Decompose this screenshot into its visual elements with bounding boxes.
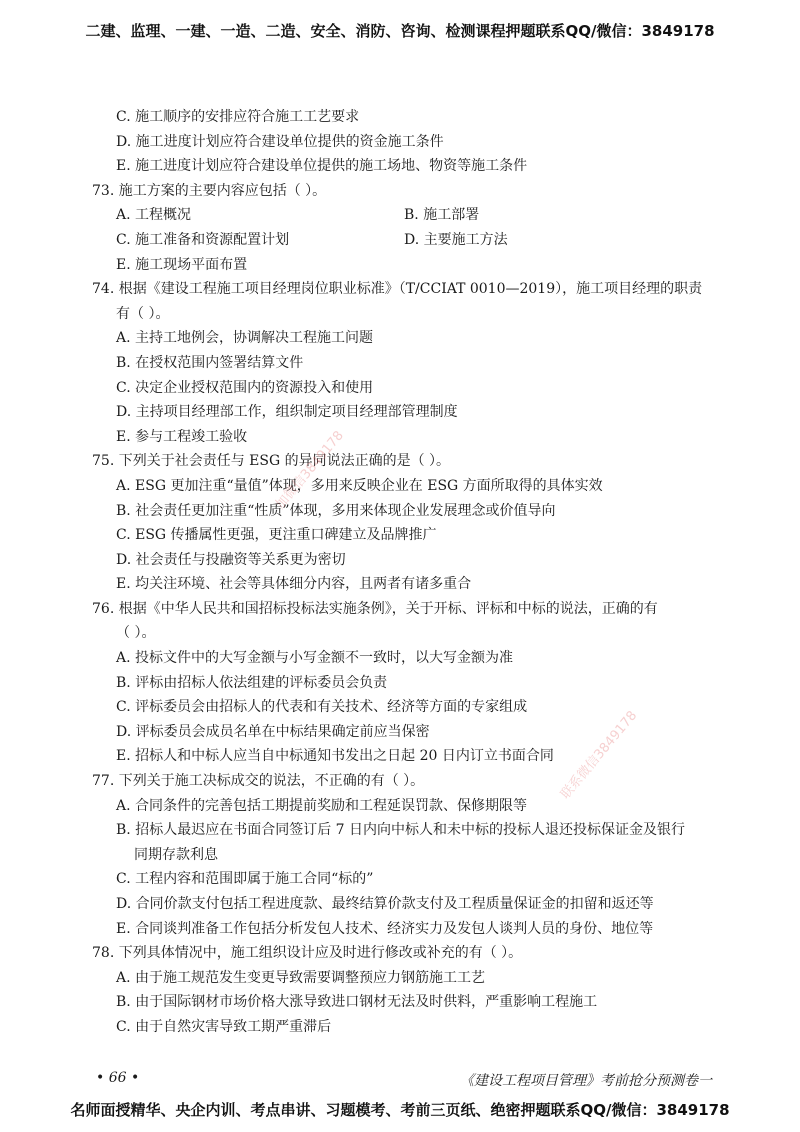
question-content bbox=[92, 105, 712, 1040]
question-stem: 75. 下列关于社会责任与 ESG 的异同说法正确的是（ ）。 bbox=[92, 453, 451, 470]
option-text: B. 招标人最迟应在书面合同签订后 7 日内向中标人和未中标的投标人退还投标保证金及银行 bbox=[116, 822, 685, 839]
option-text: D. 合同价款支付包括工程进度款、最终结算价款支付及工程质量保证金的扣留和返还等 bbox=[116, 896, 654, 912]
option-text: C. ESG 传播属性更强，更注重口碑建立及品牌推广 bbox=[116, 527, 437, 544]
page-footer bbox=[92, 1070, 712, 1090]
book-title: 《建设工程项目管理》考前抢分预测卷一 bbox=[460, 1073, 712, 1089]
question-stem: 73. 施工方案的主要内容应包括（ ）。 bbox=[92, 182, 327, 199]
bottom-banner: 名师面授精华、央企内训、考点串讲、习题模考、考前三页纸、绝密押题联系QQ/微信：3849178 bbox=[70, 1101, 730, 1119]
option-text: C. 施工顺序的安排应符合施工工艺要求 bbox=[116, 109, 360, 125]
option-text: D. 评标委员会成员名单在中标结果确定前应当保密 bbox=[116, 723, 430, 740]
watermark: 加微信3849178 bbox=[273, 428, 347, 513]
question-stem: 77. 下列关于施工决标成交的说法，不正确的有（ ）。 bbox=[92, 773, 425, 790]
option-text: C. 评标委员会由招标人的代表和有关技术、经济等方面的专家组成 bbox=[116, 699, 528, 716]
option-text: D. 主持项目经理部工作，组织制定项目经理部管理制度 bbox=[116, 404, 458, 421]
option-text: C. 决定企业授权范围内的资源投入和使用 bbox=[116, 379, 374, 396]
option-continuation: 同期存款利息 bbox=[134, 846, 218, 863]
option-text: C. 工程内容和范围即属于施工合同“标的” bbox=[116, 871, 374, 888]
option-text: A. 工程概况 bbox=[116, 207, 192, 224]
option-text: B. 施工部署 bbox=[404, 207, 480, 224]
option-text: E. 参与工程竣工验收 bbox=[116, 428, 248, 445]
option-text: A. 由于施工规范发生变更导致需要调整预应力钢筋施工工艺 bbox=[116, 969, 486, 986]
option-text: A. ESG 更加注重“量值”体现，多用来反映企业在 ESG 方面所取得的具体实效 bbox=[116, 477, 603, 494]
option-text: C. 施工准备和资源配置计划 bbox=[116, 231, 290, 248]
option-pair bbox=[92, 228, 712, 253]
option-text: C. 由于自然灾害导致工期严重滞后 bbox=[116, 1018, 332, 1035]
option-text: D. 施工进度计划应符合建设单位提供的资金施工条件 bbox=[116, 133, 444, 150]
watermark: 联系微信3849178 bbox=[558, 708, 641, 803]
option-text: D. 主要施工方法 bbox=[404, 231, 508, 248]
option-text: B. 社会责任更加注重“性质”体现，多用来体现企业发展理念或价值导向 bbox=[116, 502, 556, 519]
option-text: E. 施工现场平面布置 bbox=[116, 256, 248, 273]
question-stem-continuation: （ ）。 bbox=[116, 625, 156, 642]
option-pair bbox=[92, 203, 712, 228]
option-text: A. 主持工地例会，协调解决工程施工问题 bbox=[116, 330, 374, 347]
option-text: B. 评标由招标人依法组建的评标委员会负责 bbox=[116, 674, 388, 691]
option-text: E. 合同谈判准备工作包括分析发包人技术、经济实力及发包人谈判人员的身份、地位等 bbox=[116, 920, 654, 937]
option-text: E. 均关注环境、社会等具体细分内容，且两者有诸多重合 bbox=[116, 576, 472, 593]
page-number: • 66 • bbox=[96, 1070, 140, 1086]
top-banner: 二建、监理、一建、一造、二造、安全、消防、咨询、检测课程押题联系QQ/微信：3849178 bbox=[85, 22, 715, 40]
question-stem: 76. 根据《中华人民共和国招标投标法实施条例》，关于开标、评标和中标的说法，正确的有 bbox=[92, 600, 658, 617]
question-stem-continuation: 有（ ）。 bbox=[116, 305, 170, 322]
option-text: A. 合同条件的完善包括工期提前奖励和工程延误罚款、保修期限等 bbox=[116, 797, 528, 814]
option-text: B. 由于国际钢材市场价格大涨导致进口钢材无法及时供料，严重影响工程施工 bbox=[116, 994, 598, 1011]
option-text: A. 投标文件中的大写金额与小写金额不一致时，以大写金额为准 bbox=[116, 650, 514, 667]
question-stem: 74. 根据《建设工程施工项目经理岗位职业标准》（T/CCIAT 0010—2019），施工项目经理的职责 bbox=[92, 281, 703, 298]
question-stem: 78. 下列具体情况中，施工组织设计应及时进行修改或补充的有（ ）。 bbox=[92, 945, 523, 962]
option-text: E. 施工进度计划应符合建设单位提供的施工场地、物资等施工条件 bbox=[116, 158, 528, 175]
option-text: B. 在授权范围内签署结算文件 bbox=[116, 354, 304, 371]
option-text: E. 招标人和中标人应当自中标通知书发出之日起 20 日内订立书面合同 bbox=[116, 748, 554, 765]
option-text: D. 社会责任与投融资等关系更为密切 bbox=[116, 551, 346, 568]
